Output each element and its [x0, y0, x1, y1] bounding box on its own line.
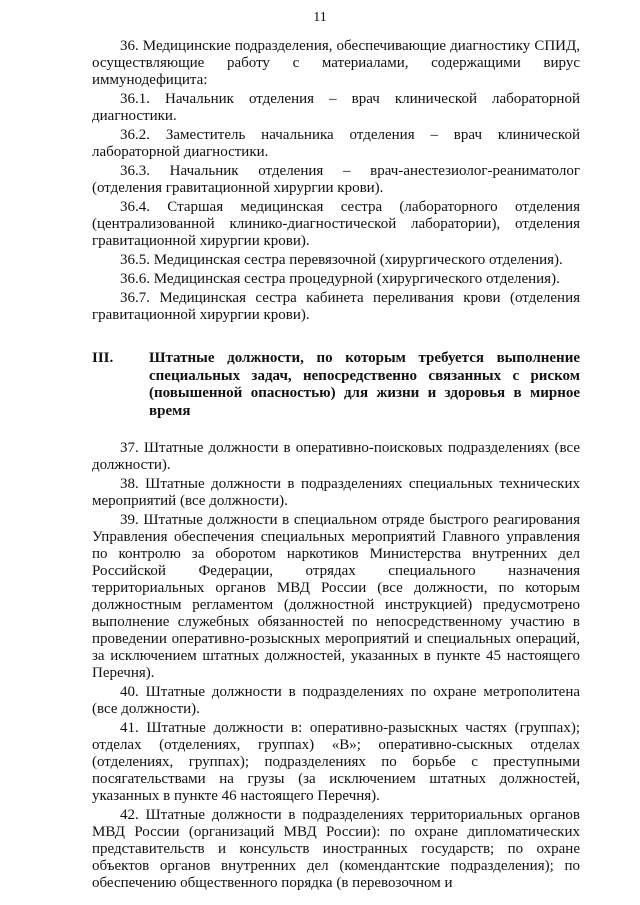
paragraph-36: 36. Медицинские подразделения, обеспечивающие диагностику СПИД, осуществляющие работу с материалами, содержащими вирус иммунодефицита: — [92, 38, 580, 88]
paragraph-36-1: 36.1. Начальник отделения – врач клинической лабораторной диагностики. — [92, 91, 580, 124]
paragraph-41: 41. Штатные должности в: оперативно-разыскных частях (группах); отделах (отделениях, группах) «В»; оперативно-сыскных отделах (отделениях, группах); подразделениях по борьбе с преступными посягательствами на грузы (за исключением штатных должностей, указанных в пункте 46 настоящего Перечня). — [92, 720, 580, 804]
paragraph-38: 38. Штатные должности в подразделениях специальных технических мероприятий (все должности). — [92, 476, 580, 509]
paragraph-42: 42. Штатные должности в подразделениях территориальных органов МВД России (организаций МВД России): по охране дипломатических представительств и консульств иностранных государств; по охране объектов органов внутренних дел (комендантские подразделения); по обеспечению общественного порядка (в перевозочном и — [92, 807, 580, 891]
paragraph-39: 39. Штатные должности в специальном отряде быстрого реагирования Управления обеспечения специальных мероприятий Главного управления по контролю за оборотом наркотиков Министерства внутренних дел Российской Федерации, отрядах специального назначения территориальных органов МВД России (все должности, по которым должностным регламентом (должностной инструкцией) предусмотрено выполнение служебных обязанностей по непосредственному участию в проведении оперативно-розыскных мероприятий и специальных операций, за исключением штатных должностей, указанных в пункте 45 настоящего Перечня). — [92, 512, 580, 681]
paragraph-36-4: 36.4. Старшая медицинская сестра (лабораторного отделения (централизованной клинико-диагностической лаборатории), отделения гравитационной хирургии крови). — [92, 199, 580, 249]
paragraph-36-5: 36.5. Медицинская сестра перевязочной (хирургического отделения). — [120, 252, 563, 268]
section-title: Штатные должности, по которым требуется выполнение специальных задач, непосредственно связанных с риском (повышенной опасностью) для жизни и здоровья в мирное время — [149, 350, 580, 419]
paragraph-36-7: 36.7. Медицинская сестра кабинета переливания крови (отделения гравитационной хирургии крови). — [92, 290, 580, 323]
section-heading — [92, 350, 580, 420]
paragraph-40: 40. Штатные должности в подразделениях по охране метрополитена (все должности). — [92, 684, 580, 717]
document-body — [92, 38, 580, 894]
paragraph-36-3: 36.3. Начальник отделения – врач-анестезиолог-реаниматолог (отделения гравитационной хирургии крови). — [92, 163, 580, 196]
paragraph-37: 37. Штатные должности в оперативно-поисковых подразделениях (все должности). — [92, 440, 580, 473]
paragraph-36-2: 36.2. Заместитель начальника отделения – врач клинической лабораторной диагностики. — [92, 127, 580, 160]
section-number: III. — [92, 350, 114, 366]
page-number: 11 — [313, 10, 327, 25]
paragraph-36-6: 36.6. Медицинская сестра процедурной (хирургического отделения). — [120, 271, 560, 287]
